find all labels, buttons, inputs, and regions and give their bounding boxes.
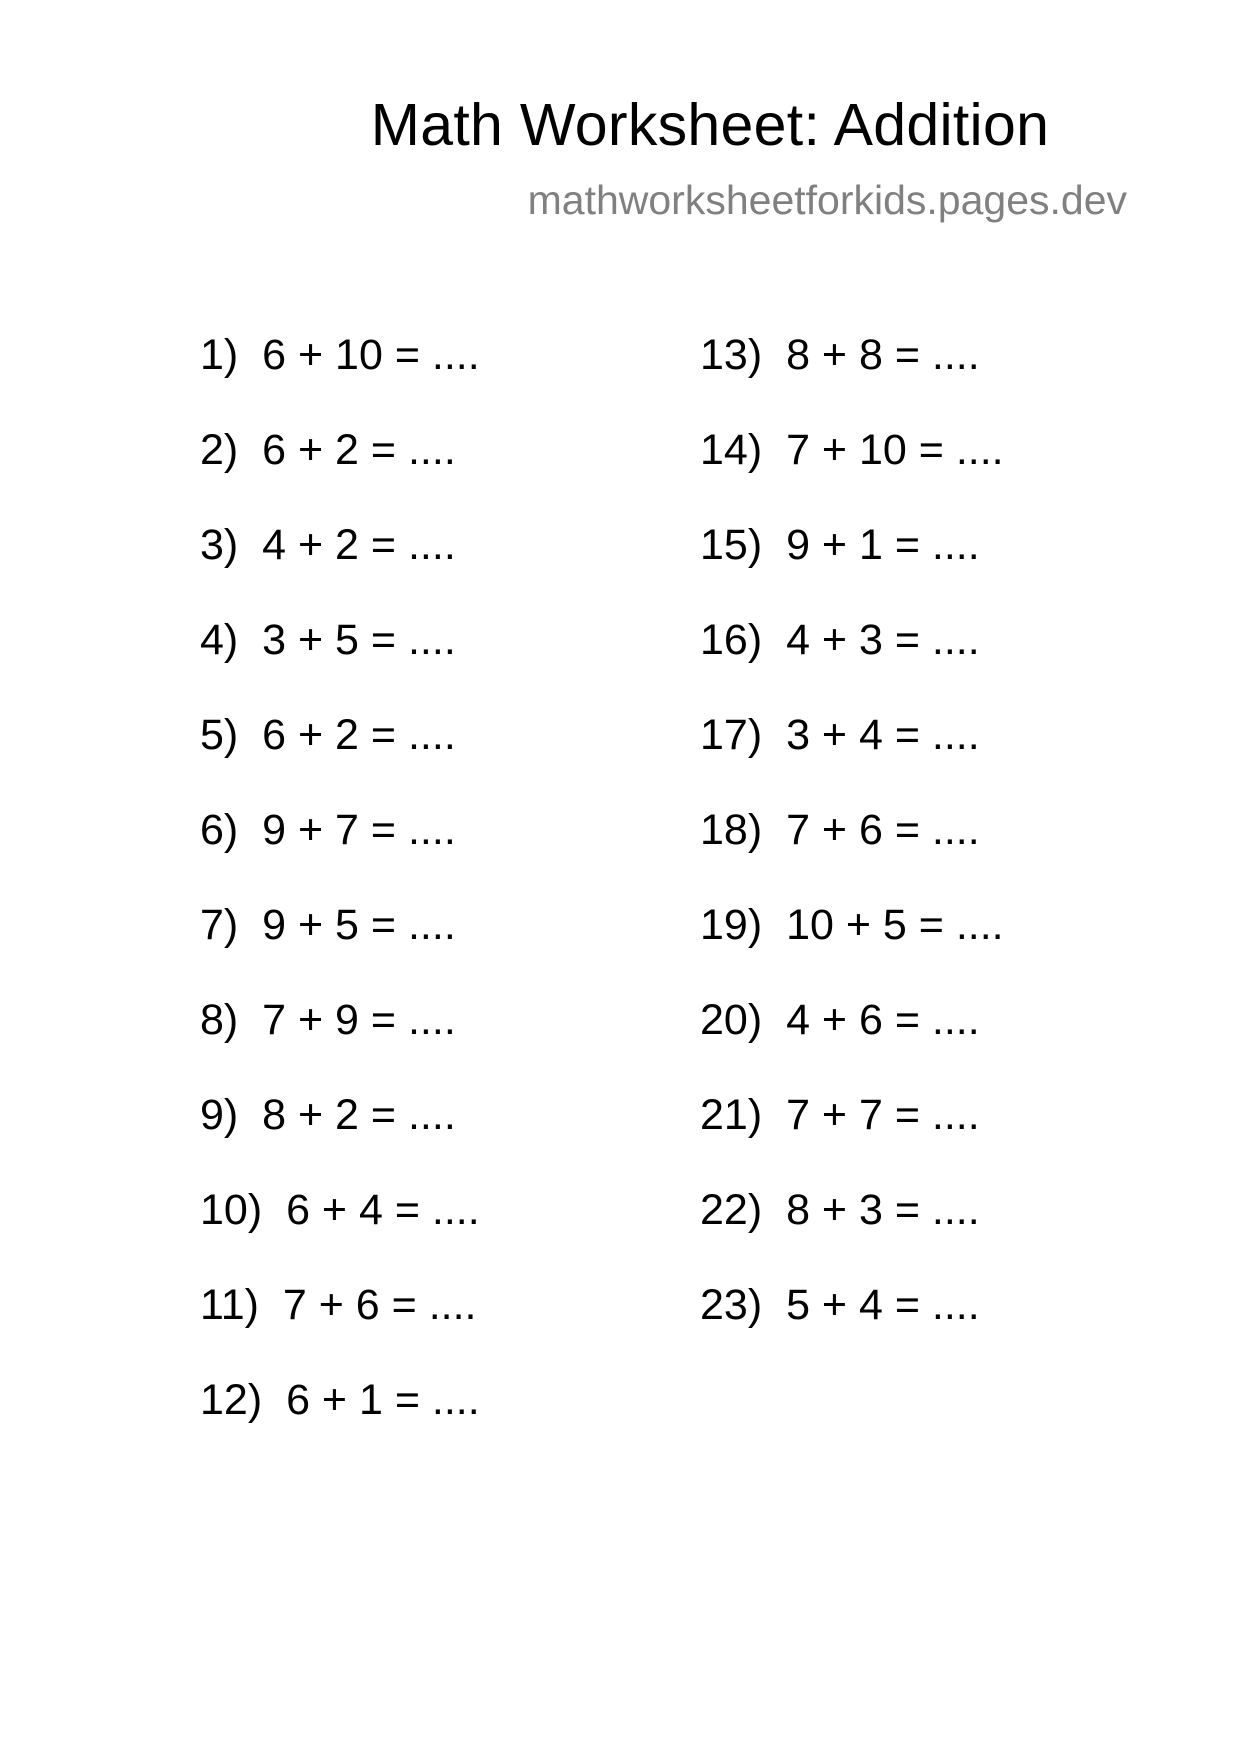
problem-expression: 6 + 4 = .... bbox=[286, 1186, 480, 1234]
problem-expression: 6 + 10 = .... bbox=[262, 331, 480, 379]
problem-expression: 4 + 2 = .... bbox=[262, 521, 456, 569]
problem-expression: 8 + 3 = .... bbox=[786, 1186, 980, 1234]
problem-item bbox=[200, 520, 480, 615]
problem-item bbox=[700, 710, 1004, 805]
problem-item bbox=[200, 1185, 480, 1280]
problem-item bbox=[700, 900, 1004, 995]
problem-expression: 9 + 7 = .... bbox=[262, 806, 456, 854]
problem-number: 4) bbox=[200, 616, 239, 664]
problem-expression: 4 + 3 = .... bbox=[786, 616, 980, 664]
problem-item bbox=[200, 1280, 480, 1375]
problem-expression: 10 + 5 = .... bbox=[786, 901, 1004, 949]
problem-number: 15) bbox=[700, 521, 763, 569]
problem-number: 19) bbox=[700, 901, 763, 949]
problem-item bbox=[700, 995, 1004, 1090]
problem-expression: 7 + 7 = .... bbox=[786, 1091, 980, 1139]
problem-number: 18) bbox=[700, 806, 763, 854]
problem-item bbox=[200, 330, 480, 425]
problem-item bbox=[200, 900, 480, 995]
problem-expression: 7 + 10 = .... bbox=[786, 426, 1004, 474]
problem-expression: 6 + 1 = .... bbox=[286, 1376, 480, 1424]
problem-item bbox=[700, 805, 1004, 900]
problem-number: 1) bbox=[200, 331, 239, 379]
problem-item bbox=[200, 805, 480, 900]
problem-expression: 5 + 4 = .... bbox=[786, 1281, 980, 1329]
problem-expression: 7 + 6 = .... bbox=[282, 1281, 477, 1329]
problem-number: 22) bbox=[700, 1186, 763, 1234]
problem-number: 13) bbox=[700, 331, 763, 379]
page-subtitle: mathworksheetforkids.pages.dev bbox=[527, 177, 1127, 223]
problem-expression: 7 + 6 = .... bbox=[786, 806, 980, 854]
problem-number: 7) bbox=[200, 901, 239, 949]
problem-expression: 3 + 5 = .... bbox=[262, 616, 456, 664]
problem-expression: 9 + 5 = .... bbox=[262, 901, 456, 949]
problem-item bbox=[700, 330, 1004, 425]
problem-number: 11) bbox=[200, 1281, 259, 1329]
problem-expression: 9 + 1 = .... bbox=[786, 521, 980, 569]
problem-item bbox=[700, 425, 1004, 520]
problem-number: 17) bbox=[700, 711, 763, 759]
problem-item bbox=[700, 615, 1004, 710]
problem-number: 3) bbox=[200, 521, 239, 569]
problem-item bbox=[200, 995, 480, 1090]
problem-number: 23) bbox=[700, 1281, 763, 1329]
problem-expression: 8 + 8 = .... bbox=[786, 331, 980, 379]
problem-item bbox=[700, 520, 1004, 615]
problem-expression: 8 + 2 = .... bbox=[262, 1091, 456, 1139]
problem-item bbox=[200, 425, 480, 520]
problem-number: 9) bbox=[200, 1091, 239, 1139]
problem-expression: 6 + 2 = .... bbox=[262, 426, 456, 474]
problem-expression: 6 + 2 = .... bbox=[262, 711, 456, 759]
problem-column-left bbox=[200, 331, 480, 1495]
problem-number: 5) bbox=[200, 711, 239, 759]
problem-number: 2) bbox=[200, 426, 239, 474]
problem-column-right bbox=[700, 331, 1004, 1400]
problem-number: 12) bbox=[200, 1376, 263, 1424]
problem-number: 20) bbox=[700, 996, 763, 1044]
problem-item bbox=[200, 1375, 480, 1470]
problem-number: 6) bbox=[200, 806, 239, 854]
problem-expression: 4 + 6 = .... bbox=[786, 996, 980, 1044]
problem-item bbox=[700, 1280, 1004, 1375]
problem-number: 16) bbox=[700, 616, 763, 664]
page-title: Math Worksheet: Addition bbox=[370, 92, 1050, 158]
problem-expression: 7 + 9 = .... bbox=[262, 996, 456, 1044]
problem-expression: 3 + 4 = .... bbox=[786, 711, 980, 759]
problem-number: 14) bbox=[700, 426, 763, 474]
problem-item bbox=[200, 710, 480, 805]
problem-number: 21) bbox=[700, 1091, 763, 1139]
problem-item bbox=[200, 1090, 480, 1185]
problem-item bbox=[700, 1090, 1004, 1185]
problem-item bbox=[700, 1185, 1004, 1280]
problem-number: 10) bbox=[200, 1186, 263, 1234]
problem-number: 8) bbox=[200, 996, 239, 1044]
problem-item bbox=[200, 615, 480, 710]
